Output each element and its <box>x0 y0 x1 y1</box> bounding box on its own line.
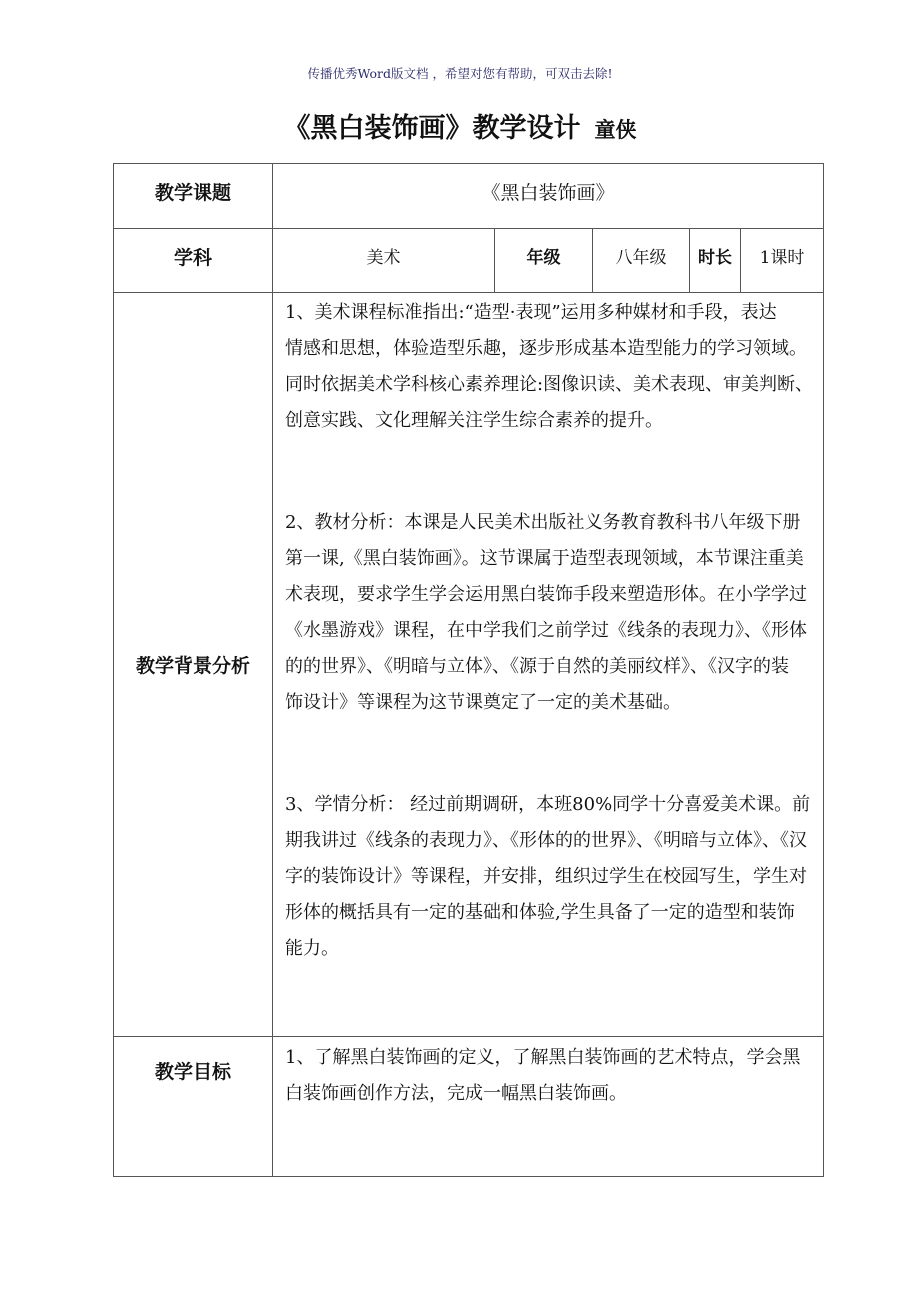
objectives-content <box>273 1037 824 1177</box>
text-line: 2、教材分析：本课是人民美术出版社义务教育教科书八年级下册 <box>285 512 801 533</box>
text-line: 3、学情分析： 经过前期调研，本班80%同学十分喜爱美术课。前 <box>285 794 811 815</box>
text-line: 创意实践、文化理解关注学生综合素养的提升。 <box>285 410 663 431</box>
text-line: 能力。 <box>285 938 339 959</box>
background-paragraph-2 <box>285 505 813 721</box>
subject-row <box>114 229 824 293</box>
text-line: 1、了解黑白装饰画的定义，了解黑白装饰画的艺术特点，学会黑 <box>285 1047 801 1068</box>
subject-label: 学科 <box>114 229 273 293</box>
duration-value: 1课时 <box>741 229 824 293</box>
background-label: 教学背景分析 <box>114 293 273 1037</box>
subject-value: 美术 <box>273 229 495 293</box>
text-line: 术表现，要求学生学会运用黑白装饰手段来塑造形体。在小学学过 <box>285 584 807 605</box>
text-line: 情感和思想，体验造型乐趣，逐步形成基本造型能力的学习领域。 <box>285 338 807 359</box>
grade-value: 八年级 <box>593 229 690 293</box>
text-line: 1、美术课程标准指出:“造型·表现”运用多种媒材和手段，表达 <box>285 302 777 323</box>
text-line: 字的装饰设计》等课程，并安排，组织过学生在校园写生，学生对 <box>285 866 807 887</box>
text-line: 白装饰画创作方法，完成一幅黑白装饰画。 <box>285 1083 627 1104</box>
objectives-label: 教学目标 <box>114 1037 273 1177</box>
text-line: 期我讲过《线条的表现力》、《形体的的世界》、《明暗与立体》、《汉 <box>285 830 807 851</box>
title-text: 《黑白装饰画》教学设计 <box>283 113 581 144</box>
text-line: 第一课,《黑白装饰画》。这节课属于造型表现领域，本节课注重美 <box>285 548 804 569</box>
text-line: 形体的概括具有一定的基础和体验,学生具备了一定的造型和装饰 <box>285 902 795 923</box>
background-content <box>273 293 824 1037</box>
text-line: 同时依据美术学科核心素养理论:图像识读、美术表现、审美判断、 <box>285 374 814 395</box>
text-line: 饰设计》等课程为这节课奠定了一定的美术基础。 <box>285 692 681 713</box>
author-name: 童侠 <box>594 118 637 142</box>
lesson-plan-table <box>113 163 824 1177</box>
page-title <box>0 106 920 145</box>
topic-value: 《黑白装饰画》 <box>273 164 824 229</box>
objectives-row <box>114 1037 824 1177</box>
text-line: 的的世界》、《明暗与立体》、《源于自然的美丽纹样》、《汉字的装 <box>285 656 789 677</box>
topic-row <box>114 164 824 229</box>
background-row <box>114 293 824 1037</box>
text-line: 《水墨游戏》课程，在中学我们之前学过《线条的表现力》、《形体 <box>285 620 807 641</box>
background-paragraph-3 <box>285 787 813 967</box>
watermark-notice: 传播优秀Word版文档 ，希望对您有帮助，可双击去除! <box>307 66 613 81</box>
topic-label: 教学课题 <box>114 164 273 229</box>
grade-label: 年级 <box>495 229 593 293</box>
duration-label: 时长 <box>690 229 741 293</box>
background-paragraph-1 <box>285 295 813 439</box>
